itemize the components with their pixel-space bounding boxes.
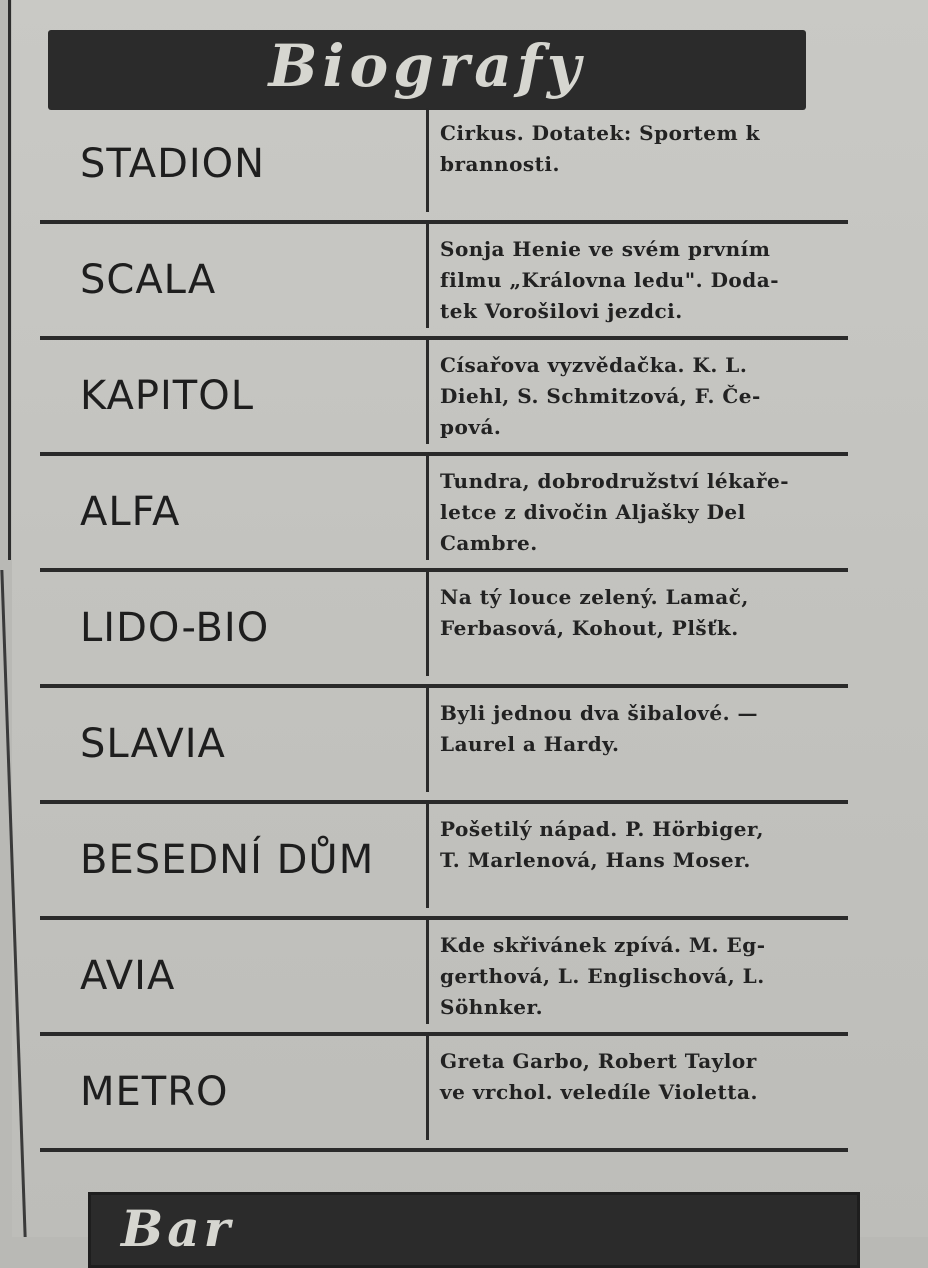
cinema-row — [40, 920, 848, 1036]
column-divider — [426, 804, 429, 908]
column-divider — [426, 224, 429, 328]
column-divider — [426, 572, 429, 676]
cinema-program: Cirkus. Dotatek: Sportem k brannosti. — [440, 121, 760, 176]
cinema-name: METRO — [80, 1069, 229, 1115]
column-divider — [426, 108, 429, 212]
cinema-row — [40, 1036, 848, 1152]
cinema-row — [40, 108, 848, 224]
cinema-program: Kde skřivánek zpívá. M. Eg- gerthová, L. Englischová, L. Söhnker. — [440, 933, 766, 1019]
section-header-banner — [48, 30, 806, 110]
column-divider — [426, 920, 429, 1024]
cinema-name: ALFA — [80, 489, 181, 535]
next-section-header-banner — [88, 1192, 860, 1268]
cinema-name: SLAVIA — [80, 721, 226, 767]
cinema-name: LIDO-BIO — [80, 605, 270, 651]
cinema-row — [40, 804, 848, 920]
cinema-name: AVIA — [80, 953, 176, 999]
column-divider — [426, 688, 429, 792]
column-rule — [8, 0, 11, 560]
cinema-name: KAPITOL — [80, 373, 255, 419]
cinema-program: Byli jednou dva šibalové. — Laurel a Hardy. — [440, 701, 759, 756]
cinema-program: Císařova vyzvědačka. K. L. Diehl, S. Schmitzová, F. Če- pová. — [440, 353, 761, 439]
cinema-program: Greta Garbo, Robert Taylor ve vrchol. veledíle Violetta. — [440, 1049, 758, 1104]
next-section-title: Bar — [121, 1199, 235, 1258]
cinema-name: STADION — [80, 141, 266, 187]
cinema-row — [40, 224, 848, 340]
column-divider — [426, 456, 429, 560]
cinema-program: Sonja Henie ve svém prvním filmu „Královna ledu". Doda- tek Vorošilovi jezdci. — [440, 237, 779, 323]
cinema-row — [40, 340, 848, 456]
cinema-name: BESEDNÍ DŮM — [80, 837, 375, 883]
column-divider — [426, 340, 429, 444]
cinema-row — [40, 572, 848, 688]
column-divider — [426, 1036, 429, 1140]
cinema-program: Pošetilý nápad. P. Hörbiger, T. Marlenová, Hans Moser. — [440, 817, 764, 872]
section-title: Biografy — [268, 32, 586, 100]
cinema-name: SCALA — [80, 257, 217, 303]
cinema-row — [40, 688, 848, 804]
cinema-row — [40, 456, 848, 572]
cinema-listing — [40, 108, 848, 1152]
cinema-program: Na tý louce zelený. Lamač, Ferbasová, Kohout, Plšťk. — [440, 585, 749, 640]
cinema-program: Tundra, dobrodružství lékaře- letce z divočin Aljašky Del Cambre. — [440, 469, 790, 555]
